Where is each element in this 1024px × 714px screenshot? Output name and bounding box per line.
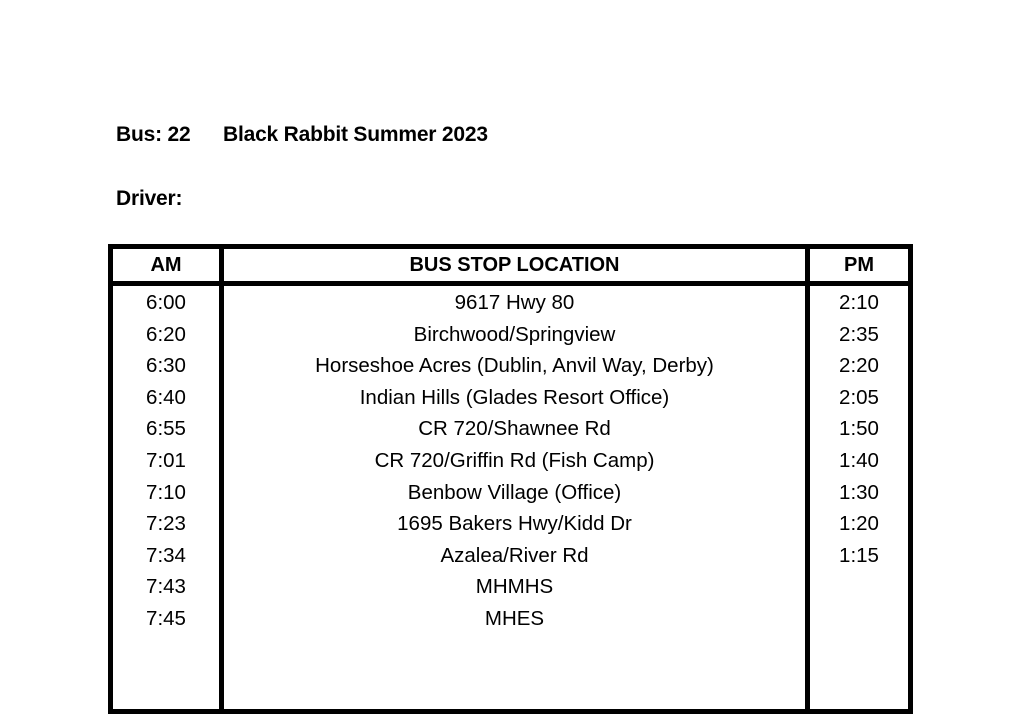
table-row (113, 508, 908, 540)
pm-time (810, 603, 908, 635)
table-header-row (113, 249, 908, 286)
column-header-pm: PM (844, 254, 874, 276)
am-time: 7:45 (146, 606, 186, 630)
pm-time: 1:50 (839, 417, 879, 441)
stop-location: Azalea/River Rd (440, 543, 589, 567)
stop-location: Birchwood/Springview (413, 322, 616, 346)
am-time: 6:55 (146, 417, 186, 441)
am-time: 7:43 (146, 575, 186, 599)
table-row (113, 350, 908, 382)
pm-time: 2:20 (839, 354, 879, 378)
am-time: 6:40 (146, 385, 186, 409)
pm-time: 1:15 (839, 543, 879, 567)
stop-location: CR 720/Griffin Rd (Fish Camp) (374, 448, 655, 472)
table-row (113, 319, 908, 351)
pm-time: 1:20 (839, 512, 879, 536)
stop-location: Benbow Village (Office) (407, 480, 622, 504)
pm-time: 1:30 (839, 480, 879, 504)
driver-label: Driver: (116, 187, 183, 210)
table-body (113, 287, 908, 635)
stop-location: CR 720/Shawnee Rd (418, 417, 611, 441)
pm-time: 2:05 (839, 385, 879, 409)
am-time: 6:00 (146, 291, 186, 314)
column-header-am: AM (150, 254, 182, 276)
table-row (113, 382, 908, 414)
am-time: 7:01 (146, 448, 186, 472)
table-row (113, 603, 908, 635)
am-time: 7:10 (146, 480, 186, 504)
am-time: 7:23 (146, 512, 186, 536)
stop-location: Indian Hills (Glades Resort Office) (359, 385, 670, 409)
stop-location: MHES (484, 606, 545, 630)
table-row (113, 445, 908, 477)
table-row (113, 571, 908, 603)
schedule-table (108, 244, 913, 714)
column-header-location: BUS STOP LOCATION (409, 254, 620, 276)
table-row (113, 413, 908, 445)
stop-location: 1695 Bakers Hwy/Kidd Dr (397, 512, 632, 536)
am-time: 7:34 (146, 543, 186, 567)
pm-time: 2:10 (839, 291, 879, 314)
pm-time: 2:35 (839, 322, 879, 346)
route-title: Black Rabbit Summer 2023 (223, 123, 488, 146)
bus-number: Bus: 22 (116, 123, 191, 146)
table-row (113, 540, 908, 572)
pm-time (810, 571, 908, 603)
stop-location: Horseshoe Acres (Dublin, Anvil Way, Derby) (315, 354, 714, 378)
table-row (113, 287, 908, 319)
table-row (113, 477, 908, 509)
am-time: 6:20 (146, 322, 186, 346)
am-time: 6:30 (146, 354, 186, 378)
pm-time: 1:40 (839, 448, 879, 472)
stop-location: MHMHS (475, 575, 554, 599)
stop-location: 9617 Hwy 80 (454, 291, 575, 314)
